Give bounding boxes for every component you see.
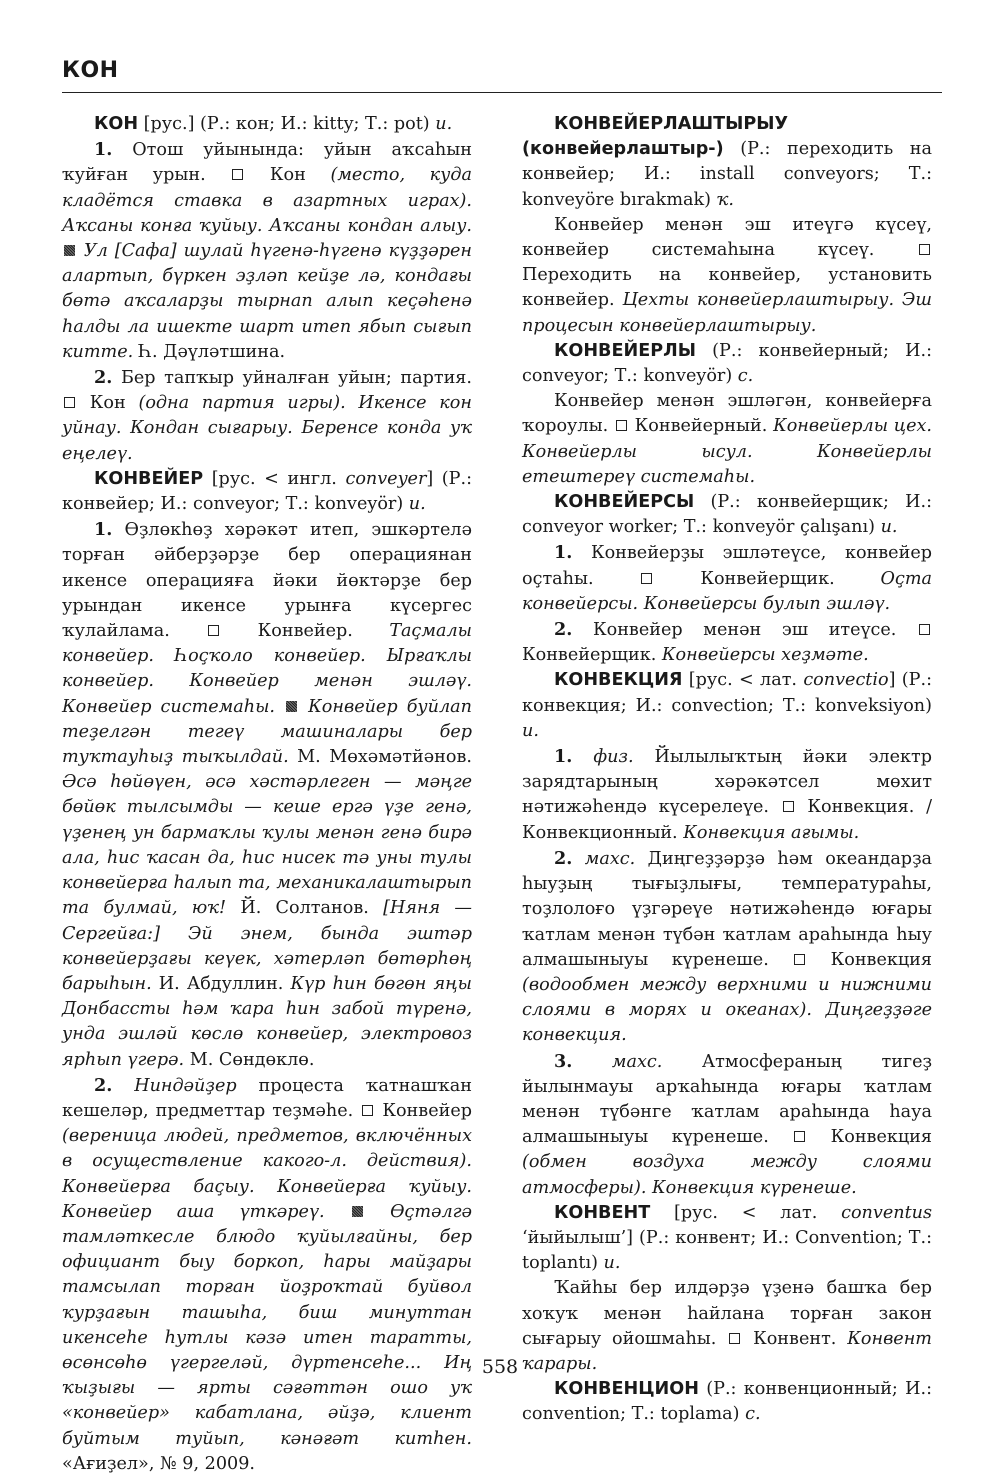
citation-author: М. Сөндөклө. bbox=[184, 1049, 315, 1070]
etymon: convectio bbox=[803, 670, 889, 691]
usage-label: махс. bbox=[611, 1051, 663, 1072]
definition: Диңгеҙҙәрҙә һәм океандарҙа һыуҙың тығыҙлығы, температураһы, тоҙлолоғо үҙгәреүе нәтижәһендә юғары ҡатлам менән түбән ҡатлам араһында һыу алмашыныуы күренеше. bbox=[522, 848, 932, 970]
citation-text: Ул [Сафа] шулай һүгенә-һүгенә күҙҙәрен алартып, бүркен эҙләп кейҙе лә, кондағы бөтә аҡсаларҙы тырнап алып кеҫәһенә һалды ла ишекте шарт итеп ябып сығып китте. bbox=[62, 241, 472, 362]
citation-text: Күр һин бөгөн яңы Донбассты һәм ҡара һин забой түренә, унда эшләй көслө конвейер, электровоз ярһып үгерә. bbox=[62, 973, 472, 1070]
entry-text: [рус. < лат. bbox=[650, 1202, 842, 1223]
example: Конвекция ағымы. bbox=[683, 822, 860, 843]
sense-paragraph bbox=[62, 365, 472, 467]
example: Цехты конвейерлаштырыу. Эш процесын конвейерлаштырыу. bbox=[522, 290, 933, 336]
sense-number: 2. bbox=[554, 847, 573, 869]
translation-marker-icon bbox=[232, 169, 243, 180]
definition: Конвейер менән эшләгән, конвейерға ҡороулы. bbox=[522, 391, 932, 437]
pos-label: с. bbox=[737, 366, 754, 387]
translation-marker-icon bbox=[919, 244, 930, 255]
sense-number: 1. bbox=[554, 746, 573, 768]
entry-text: ] (Р.: конвекция; И.: convection; Т.: konveksiyon) bbox=[522, 670, 932, 716]
citation-author: Й. Солтанов. bbox=[226, 898, 384, 919]
definition: Отош уйынында: уйын аҡсаһын ҡуйған урын. bbox=[62, 140, 472, 186]
citation-author: Һ. Дәүләтшина. bbox=[133, 341, 286, 362]
example: Конвейерлы цех. Конвейерлы ысул. Конвейерлы етештереү системаһы. bbox=[522, 416, 932, 487]
headword: КОНВЕЙЕР bbox=[94, 468, 204, 489]
citation-text: Әсә һөйөүен, әсә хәстәрлеген — мәңге бөйөк тылсымды — кеше ергә үҙе генә, үҙенең ун бармаҡлы ҡулы менән генә бирә ала, һис ҡасан да, һис нисек тә уны тулы конвейерға һалып та, механикалаштырып та булмай, юҡ! bbox=[62, 772, 472, 919]
translation-marker-icon bbox=[794, 1131, 805, 1142]
headword: КОНВЕКЦИЯ bbox=[554, 670, 683, 691]
entry-konveyer bbox=[62, 467, 472, 517]
sense-paragraph bbox=[62, 1073, 472, 1477]
example: (водообмен между верхними и нижними слоями в морях и океанах). Диңгеҙҙәге конвекция. bbox=[522, 974, 932, 1046]
definition: Йылылыҡтың йәки электр зарядтарының хәрәкәтсел мөхит нәтижәһендә күсерелеүе. bbox=[522, 747, 933, 818]
translation: Конвейерщик. bbox=[654, 568, 881, 589]
sense-number: 2. bbox=[554, 619, 573, 641]
translation-marker-icon bbox=[919, 624, 930, 635]
entry-kon bbox=[62, 112, 472, 137]
pos-label: u. bbox=[603, 1253, 621, 1274]
sense-number: 3. bbox=[554, 1050, 573, 1072]
citation-text: Өҫтәлгә тамләткесле блюдо ҡуйылғайны, бер официант быу боркоп, һары майҙары тамсылап торған йоҙроҡтай буйвол ҡурҙағын ташыһа, биш минуттан икенсеһе һутлы кәзә итен таратты, өсөнсөһө үгергеләй, дүртенсеһе... Иң ҡыҙығы — ярты сәғәттән ошо уҡ «конвейер» кабатлана, әйҙә, клиент буйтым туйып, кәнәғәт китһен. bbox=[62, 1201, 472, 1449]
entry-text: (Р.: конвенционный; И.: convention; Т.: toplama) bbox=[522, 1379, 932, 1425]
spacer bbox=[275, 697, 284, 717]
citation-source: «Ағиҙел», № 9, 2009. bbox=[62, 1453, 255, 1474]
headword: КОНВЕЙЕРСЫ bbox=[554, 492, 695, 513]
citation-text: [Няня — Сергейға:] Эй энем, бында эштәр конвейерҙағы кеүек, хәтерләп бөтөрһөң барыһын. bbox=[62, 898, 473, 994]
entry-text: (Р.: переходить на конвейер; И.: install conveyors; Т.: konveyöre bırakmak) bbox=[522, 139, 932, 210]
usage-label: Ниндәйҙер bbox=[134, 1075, 237, 1096]
citation-author: И. Абдуллин. bbox=[151, 973, 291, 994]
translation-marker-icon bbox=[616, 420, 627, 431]
translation-marker-icon bbox=[794, 954, 805, 965]
header-rule bbox=[62, 92, 942, 93]
spacer bbox=[572, 1052, 612, 1072]
translation: Конвент. bbox=[742, 1328, 848, 1349]
sense-number: 1. bbox=[554, 542, 573, 564]
translation: Переходить на конвейер, установить конвейер. bbox=[522, 265, 932, 311]
usage-label: физ. bbox=[593, 747, 634, 768]
spacer bbox=[112, 1076, 134, 1096]
headword: КОНВЕЙЕРЛАШТЫРЫУ bbox=[554, 114, 789, 134]
entry-text: [рус. < ингл. bbox=[203, 468, 346, 489]
etymon: conventus bbox=[841, 1202, 932, 1223]
pos-label: u. bbox=[522, 720, 539, 741]
left-column bbox=[62, 112, 472, 1477]
spacer bbox=[572, 747, 593, 767]
example: Конвейерсы хеҙмәте. bbox=[661, 645, 869, 666]
etymon: conveyer bbox=[345, 468, 427, 489]
right-column bbox=[522, 112, 932, 1428]
example: (одна партия игры). Икенсе кон уйнау. Кондан сығарыу. Беренсе конда уҡ еңелеү. bbox=[62, 393, 472, 464]
definition: Ҡайһы бер илдәрҙә үҙенә башҡа бер хоҡуҡ менән һайлана торған закон сығарыу ойошмаһы. bbox=[522, 1278, 932, 1349]
translation: Конвекция. / Конвекционный. bbox=[522, 797, 932, 843]
sense-number: 2. bbox=[94, 1074, 113, 1096]
definition: Конвейер менән эш итеүсе. bbox=[572, 620, 917, 641]
sense-paragraph bbox=[62, 137, 472, 365]
sense-number: 2. bbox=[94, 367, 113, 389]
translation: Конвейер bbox=[375, 1100, 473, 1121]
headword: КОН bbox=[94, 114, 139, 134]
sense-number: 1. bbox=[94, 519, 113, 541]
citation-marker-icon bbox=[64, 245, 75, 256]
entry-konveyersy bbox=[522, 490, 932, 540]
sense-number: 1. bbox=[94, 139, 113, 161]
translation-marker-icon bbox=[783, 801, 794, 812]
definition: Конвейерҙы эшләтеүсе, конвейер оҫтаһы. bbox=[522, 543, 932, 589]
translation: Конвекция bbox=[807, 1127, 932, 1148]
headword-stem: (конвейерлаштыр-) bbox=[522, 139, 724, 160]
definition: Атмосфераның тигеҙ йылынмауы арҡаһында юғары ҡатлам менән түбәнге ҡатлам араһында һауа алмашыныуы күренеше. bbox=[522, 1051, 932, 1148]
headword: КОНВЕЙЕРЛЫ bbox=[554, 340, 696, 361]
example: (вереница людей, предметов, включённых в осуществление какого-л. действия). Конвейерға баҫыу. Конвейерға ҡуйыу. Конвейер аша үткәреү. bbox=[62, 1126, 472, 1222]
translation: Конвекция bbox=[807, 949, 932, 970]
translation-marker-icon bbox=[208, 625, 219, 636]
entry-text: (Р.: конвейерный; И.: conveyor; Т.: konveyör) bbox=[522, 340, 932, 387]
headword: КОНВЕНЦИОН bbox=[554, 1379, 699, 1400]
entry-text: ‘йыйылыш’] (Р.: конвент; И.: Convention; Т.: toplantı) bbox=[522, 1227, 932, 1274]
translation: Конвейер. bbox=[221, 621, 390, 642]
entry-konveyerlashtyryu bbox=[522, 112, 932, 213]
entry-text: [рус.] (Р.: кон; И.: kitty; Т.: pot) bbox=[138, 114, 436, 134]
pos-label: ҡ. bbox=[716, 189, 734, 210]
example: (место, куда кладётся ставка в азартных играх). Аҡсаны конға ҡуйыу. Аҡсаны кондан алыу. bbox=[62, 165, 473, 236]
spacer bbox=[572, 849, 584, 869]
citation-marker-icon bbox=[352, 1206, 363, 1217]
spacer bbox=[325, 1202, 350, 1222]
headword: КОНВЕНТ bbox=[554, 1202, 651, 1223]
entry-konvektsiya bbox=[522, 668, 932, 744]
translation: Кон bbox=[77, 393, 139, 414]
pos-label: u. bbox=[408, 494, 426, 515]
translation: Конвейерщик. bbox=[522, 645, 662, 666]
translation: Конвейерный. bbox=[628, 416, 774, 437]
translation-marker-icon bbox=[641, 573, 652, 584]
sense-paragraph bbox=[522, 540, 932, 617]
example: (обмен воздуха между слоями атмосферы). Конвекция күренеше. bbox=[522, 1152, 932, 1198]
usage-label: махс. bbox=[584, 848, 636, 869]
entry-text: [рус. < лат. bbox=[682, 670, 804, 691]
sense-paragraph bbox=[522, 744, 932, 846]
entry-konvent bbox=[522, 1201, 932, 1277]
entry-konventsion bbox=[522, 1377, 932, 1427]
citation-text: Конвейер буйлап теҙелгән тегеү машиналары бер туҡтауһыҙ тыҡылдай. bbox=[62, 696, 472, 768]
citation-author: М. Мөхәмәтйәнов. bbox=[288, 747, 472, 768]
definition: процеста ҡатнашҡан кешеләр, предметтар теҙмәһе. bbox=[62, 1075, 472, 1121]
pos-label: u. bbox=[435, 114, 453, 134]
sense-paragraph bbox=[62, 517, 472, 1072]
sense-paragraph bbox=[522, 1049, 932, 1201]
definition-paragraph bbox=[522, 213, 932, 339]
entry-konveyerly bbox=[522, 339, 932, 389]
definition: Өҙлөкһөҙ хәрәкәт итеп, эшкәртелә торған әйберҙәрҙе бер операциянан икенсе операцияға йәки йөктәрҙе бер урындан икенсе урынға күсергес ҡулайлама. bbox=[62, 520, 472, 642]
entry-text: (Р.: конвейерщик; И.: conveyor worker; Т.: konveyör çalışanı) bbox=[522, 492, 932, 538]
translation-marker-icon bbox=[64, 397, 75, 408]
example: Конвент ҡарары. bbox=[522, 1328, 932, 1374]
translation-marker-icon bbox=[729, 1333, 740, 1344]
sense-paragraph bbox=[522, 846, 932, 1049]
page-number: 558 bbox=[481, 1356, 519, 1378]
translation-marker-icon bbox=[362, 1105, 373, 1116]
entry-text: ] (Р.: конвейер; И.: conveyor; Т.: konveyör) bbox=[62, 468, 472, 515]
definition: Конвейер менән эш итеүгә күсеү, конвейер системаһына күсеү. bbox=[522, 214, 932, 261]
example: Оҫта конвейерсы. Конвейерсы булып эшләү. bbox=[522, 568, 932, 614]
definition: Бер тапҡыр уйналған уйын; партия. bbox=[112, 368, 472, 389]
citation-marker-icon bbox=[286, 701, 297, 712]
running-head: КОН bbox=[62, 58, 119, 83]
pos-label: с. bbox=[745, 1404, 761, 1425]
pos-label: u. bbox=[880, 517, 898, 538]
sense-paragraph bbox=[522, 617, 932, 668]
translation: Кон bbox=[245, 165, 331, 186]
definition-paragraph bbox=[522, 389, 932, 490]
example: Таҫмалы конвейер. Һоҫҡоло конвейер. Ырғаҡлы конвейер. Конвейер менән эшләү. Конвейер системаһы. bbox=[62, 621, 472, 717]
